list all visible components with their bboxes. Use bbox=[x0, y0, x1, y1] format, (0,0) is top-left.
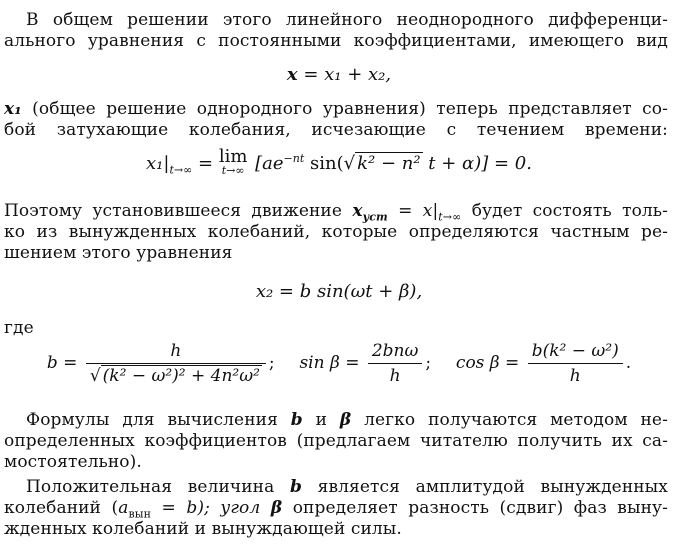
var-a-sub: вын bbox=[128, 507, 152, 521]
limit-operator bbox=[218, 146, 248, 178]
text: Положительная величина bbox=[26, 477, 275, 497]
p4-line2 bbox=[4, 431, 668, 451]
sin-lhs: sin β = bbox=[299, 353, 360, 373]
eq3-text: x₂ = b sin(ωt + β), bbox=[255, 281, 423, 302]
sin-num: 2bnω bbox=[368, 341, 423, 364]
p5-line3 bbox=[4, 519, 668, 539]
eq2-lhs: x₁| bbox=[146, 153, 170, 174]
b-num: h bbox=[86, 341, 266, 364]
eq2-body-start: [ae bbox=[255, 153, 284, 174]
sin-fraction bbox=[368, 341, 423, 386]
text: жденных колебаний и вынуждающей силы. bbox=[4, 519, 402, 539]
text: и bbox=[315, 410, 328, 430]
var-x1: x₁ bbox=[4, 99, 22, 119]
var-a: a bbox=[118, 498, 129, 518]
p4-line1 bbox=[26, 410, 668, 430]
text: В общем решении этого линейного неоднородного дифференци- bbox=[26, 10, 668, 30]
sqrt-sign-icon: √ bbox=[89, 366, 101, 386]
p2-line2 bbox=[4, 120, 668, 140]
p3-line3 bbox=[4, 243, 668, 263]
p3-line2 bbox=[4, 222, 668, 242]
sin-den: h bbox=[389, 366, 401, 386]
where-line bbox=[4, 318, 668, 338]
p1-line1 bbox=[26, 10, 668, 30]
text: = b); угол bbox=[161, 498, 261, 518]
text: легко получаются методом не- bbox=[364, 410, 668, 430]
sep: ; bbox=[425, 353, 432, 373]
sep: ; bbox=[268, 353, 275, 373]
text: мостоятельно). bbox=[4, 452, 142, 472]
b-den-arg: (k² − ω²)² + 4n²ω² bbox=[102, 366, 260, 386]
equation-1: x = x₁ + x₂, bbox=[286, 64, 392, 85]
eq1-lhs: x bbox=[286, 64, 298, 85]
eq2-sqrt-arg: k² − n² bbox=[357, 153, 421, 174]
text: определяет разность (сдвиг) фаз выну- bbox=[292, 498, 668, 518]
p2-line1 bbox=[4, 99, 668, 119]
b-den bbox=[86, 364, 266, 386]
b-lhs: b = bbox=[46, 353, 78, 373]
text: шением этого уравнения bbox=[4, 243, 233, 263]
var-beta: β bbox=[339, 410, 352, 430]
text-eq: = x| bbox=[398, 201, 439, 221]
var-x-sub: уст bbox=[362, 210, 388, 224]
p4-line3 bbox=[4, 452, 668, 472]
var-x: x bbox=[352, 201, 363, 221]
where-label: где bbox=[4, 318, 34, 338]
text: Формулы для вычисления bbox=[26, 410, 278, 430]
text: ко из вынужденных колебаний, которые определяются частным ре- bbox=[4, 222, 668, 242]
sqrt-sign-icon: √ bbox=[343, 153, 356, 174]
b-fraction bbox=[86, 341, 266, 386]
var-b: b bbox=[289, 477, 302, 497]
eq2-lhs-sub: t→∞ bbox=[169, 163, 193, 177]
lim-word: lim bbox=[218, 146, 248, 167]
text: является амплитудой вынужденных bbox=[317, 477, 668, 497]
text: ального уравнения с постоянными коэффициентами, имеющего вид bbox=[4, 31, 668, 51]
equation-4 bbox=[0, 341, 678, 391]
eq2-exp: −nt bbox=[283, 152, 305, 165]
p1-line2 bbox=[4, 31, 668, 51]
equation-3 bbox=[0, 281, 678, 302]
cos-den: h bbox=[569, 366, 581, 386]
var-b: b bbox=[290, 410, 303, 430]
eq2-sin: sin( bbox=[304, 153, 344, 174]
text: бой затухающие колебания, исчезающие с течением времени: bbox=[4, 120, 668, 140]
text: колебаний ( bbox=[4, 498, 119, 518]
lim-sub: t→∞ bbox=[221, 164, 245, 177]
eq2-body-end: t + α)] = 0. bbox=[422, 153, 532, 174]
eq1-rhs: x₁ + x₂, bbox=[324, 64, 392, 85]
cos-lhs: cos β = bbox=[455, 353, 520, 373]
cos-fraction bbox=[528, 341, 623, 386]
text: будет состоять толь- bbox=[471, 201, 669, 221]
text: Поэтому установившееся движение bbox=[4, 201, 343, 221]
var-beta: β bbox=[270, 498, 283, 518]
text: определенных коэффициентов (предлагаем читателю получить их са- bbox=[4, 431, 668, 451]
end-dot: . bbox=[625, 353, 632, 373]
text-eq-sub: t→∞ bbox=[438, 210, 462, 224]
equation-2: $x_1|_{t\to\infty}$ = lim t→∞ [$ae^{-nt}$ sin(√ k² − n² t + α)] = 0. bbox=[146, 146, 532, 177]
cos-num: b(k² − ω²) bbox=[528, 341, 623, 364]
p5-line1 bbox=[26, 477, 668, 497]
text: (общее решение однородного уравнения) теперь представляет со- bbox=[32, 99, 668, 119]
